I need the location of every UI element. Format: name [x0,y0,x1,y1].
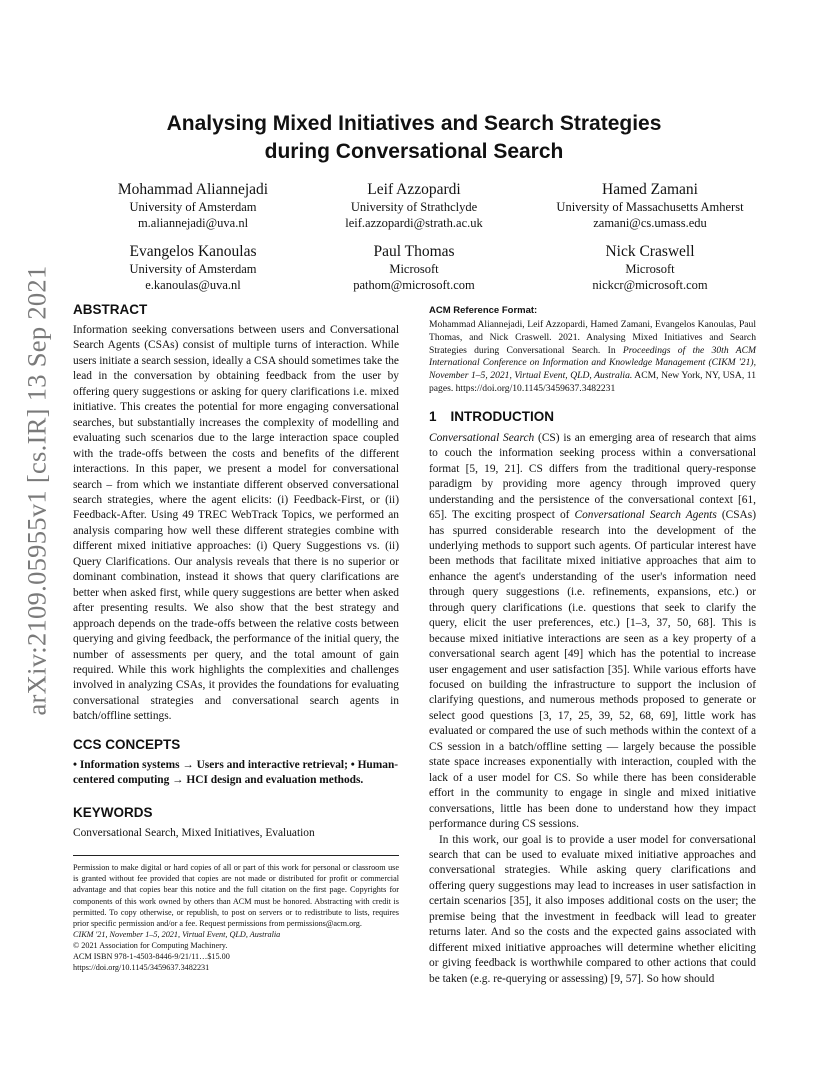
keywords-text: Conversational Search, Mixed Initiatives, Evaluation [73,826,315,839]
author-affiliation: University of Amsterdam [129,262,257,276]
author-affiliation: Microsoft [389,262,439,276]
author-name: Leif Azzopardi [367,181,461,198]
author-affiliation: University of Amsterdam [129,200,257,214]
author-name: Hamed Zamani [602,181,698,198]
author-email: m.aliannejadi@uva.nl [137,216,249,230]
author-block [73,242,313,293]
author-name: Nick Craswell [605,243,695,260]
permission-notice: Permission to make digital or hard copies of all or part of this work for personal or classroom use is granted without fee provided that copies are not made or distributed for profit or commercial advantage and that copies bear this notice and the full citation on the first page. Copyrights for components of this work owned by others than ACM must be honored. Abstracting with credit is permitted. To copy otherwise, or republish, to post on servers or to redistribute to lists, requires prior specific permission and/or a fee. Request permissions from permissions@acm.org. [73,855,399,929]
intro-paragraph-1 [429,431,756,833]
introduction-heading [429,408,756,425]
author-block [294,242,534,293]
author-block [530,242,770,293]
author-email: pathom@microsoft.com [353,278,475,292]
right-column [429,305,756,987]
author-email: nickcr@microsoft.com [592,278,708,292]
acm-reference-part2: ACM, New York, NY, USA, 11 pages. https://doi.org/10.1145/3459637.3482231 [429,370,756,394]
term-csa: Conversational Search Agents [574,509,717,522]
ccs-text: • Information systems → Users and interactive retrieval; • Human-centered computing → HCI design and evaluation methods. [73,758,399,787]
author-email: zamani@cs.umass.edu [593,216,707,230]
author-name: Evangelos Kanoulas [129,243,257,260]
intro-p1-text-b: (CSAs) has spurred considerable research into the development of the underlying methods to support such agents. Of particular interest have been methods that facilitate mixed initiative approaches that aim to enhance the agent's understanding of the user's information need through query suggestions (i.e. refinements, expansions, etc.) or through query clarifications (i.e. questions that seek to clarify the query, elicit the user preferences, etc.) [1–3, 37, 50, 68]. This is because mixed initiative interactions are seen as a key property of a conversational search agent [49] which has the potential to increase user engagement and user satisfaction [35]. While various efforts have focused on building the infrastructure to support the inclusion of clarifying questions, and numerous methods proposed to generate or select good questions [3, 17, 25, 39, 52, 68, 69], little work has evaluated or compared the use of such methods within the context of a CS session in a batch/offline setting — largely because the possible state space increases exponentially with interaction, coupled with the lack of a user model for CS. So while there has been considerable effort in the community to engage in single and mixed initiative conversations, little has been done to understand how they impact performance during CS sessions. [429,509,756,831]
ccs-heading: CCS CONCEPTS [73,736,181,752]
author-email: e.kanoulas@uva.nl [145,278,241,292]
copyright-line: © 2021 Association for Computing Machinery. [73,940,228,950]
title-line-1: Analysing Mixed Initiatives and Search Strategies [166,112,662,135]
venue-line [73,929,399,940]
section-number: 1 [429,408,437,424]
arxiv-stamp-text: arXiv:2109.05955v1 [cs.IR] 13 Sep 2021 [21,264,52,716]
author-name: Mohammad Aliannejadi [117,181,269,198]
author-affiliation: Microsoft [625,262,675,276]
author-name: Paul Thomas [373,243,455,260]
isbn-line: ACM ISBN 978-1-4503-8446-9/21/11…$15.00 [73,952,230,962]
acm-reference-heading: ACM Reference Format: [429,305,538,316]
acm-reference-proceedings: Proceedings of the 30th ACM International Conference on Information and Knowledge Management (CIKM '21), November 1–5, 2021, Virtual Event, QLD, Australia. [429,344,756,382]
doi-link[interactable]: https://doi.org/10.1145/3459637.3482231 [73,963,210,973]
arxiv-stamp [21,264,52,716]
author-block [73,180,313,231]
abstract-text: Information seeking conversations between users and Conversational Search Agents (CSAs) consist of multiple turns of interaction. While users initiate a search session, ideally a CSA should sometimes take the lead in the conversation by obtaining feedback from the user by offering query suggestions or asking for query clarifications i.e. mixed initiative. This creates the potential for more engaging conversational searches, but substantially increases the complexity of modelling and evaluating such scenarios due to the large interaction space coupled with the trade-offs between the costs and benefits of the different interactions. In this paper, we present a model for conversational search – from which we instantiate different observed conversational search strategies, where the agent elicits: (i) Feedback-First, or (ii) Feedback-After. Using 49 TREC WebTrack Topics, we performed an analysis comparing how well these different strategies combine with different mixed initiative approaches: (i) Query Suggestions vs. (ii) Query Clarifications. Our analysis reveals that there is no superior or dominant combination, instead it shows that query clarifications are better when asked first, while query suggestions are better when asked after presenting results. We also show that the best strategy and approach depends on the trade-offs between the relative costs between querying and giving feedback, the performance of the initial query, the number of assessments per query, and the total amount of gain required. While this work highlights the complexities and challenges involved in analyzing CSAs, it provides the foundations for evaluating conversational strategies and conversational search agents in batch/offline settings. [73,324,399,723]
acm-reference-part1: Mohammad Aliannejadi, Leif Azzopardi, Hamed Zamani, Evangelos Kanoulas, Paul Thomas, and Nick Craswell. 2021. Analysing Mixed Initiatives and Search Strategies during Conversational Search. In [429,319,756,356]
intro-p1-text-a: (CS) is an emerging area of research that aims to couch the information seeking process within a conversational format [5, 19, 21]. CS differs from the traditional query-response paradigm by providing more agency through improved query understanding and the persistence of the conversational context [61, 65]. The exciting prospect of [429,431,757,522]
section-title: INTRODUCTION [450,408,555,424]
author-email: leif.azzopardi@strath.ac.uk [345,216,483,230]
author-block [530,180,770,231]
abstract-heading: ABSTRACT [73,302,148,317]
term-conversational-search: Conversational Search [429,431,535,444]
paper-title [100,110,728,166]
keywords-heading: KEYWORDS [73,804,153,820]
author-affiliation: University of Strathclyde [350,200,478,214]
author-block [294,180,534,231]
title-line-2: during Conversational Search [264,140,564,163]
left-column [73,301,399,973]
author-affiliation: University of Massachusetts Amherst [556,200,744,214]
venue-text: CIKM '21, November 1–5, 2021, Virtual Event, QLD, Australia [73,929,281,939]
acm-reference-text [429,319,756,396]
intro-paragraph-2: In this work, our goal is to provide a user model for conversational search that can be used to evaluate mixed initiative approaches and conversational strategies. While asking query clarifications and offering query suggestions may lead to increases in user satisfaction in certain scenarios [35], it also imposes additional costs on the user; the premise being that the investment in feedback will lead to greater returns later. And so the costs and the expected gains associated with different mixed initiative approaches will determine whether eliciting or giving feedback is worthwhile compared to other actions that could be taken (e.g. re-querying or assessing) [9, 57]. So how should [429,833,756,985]
